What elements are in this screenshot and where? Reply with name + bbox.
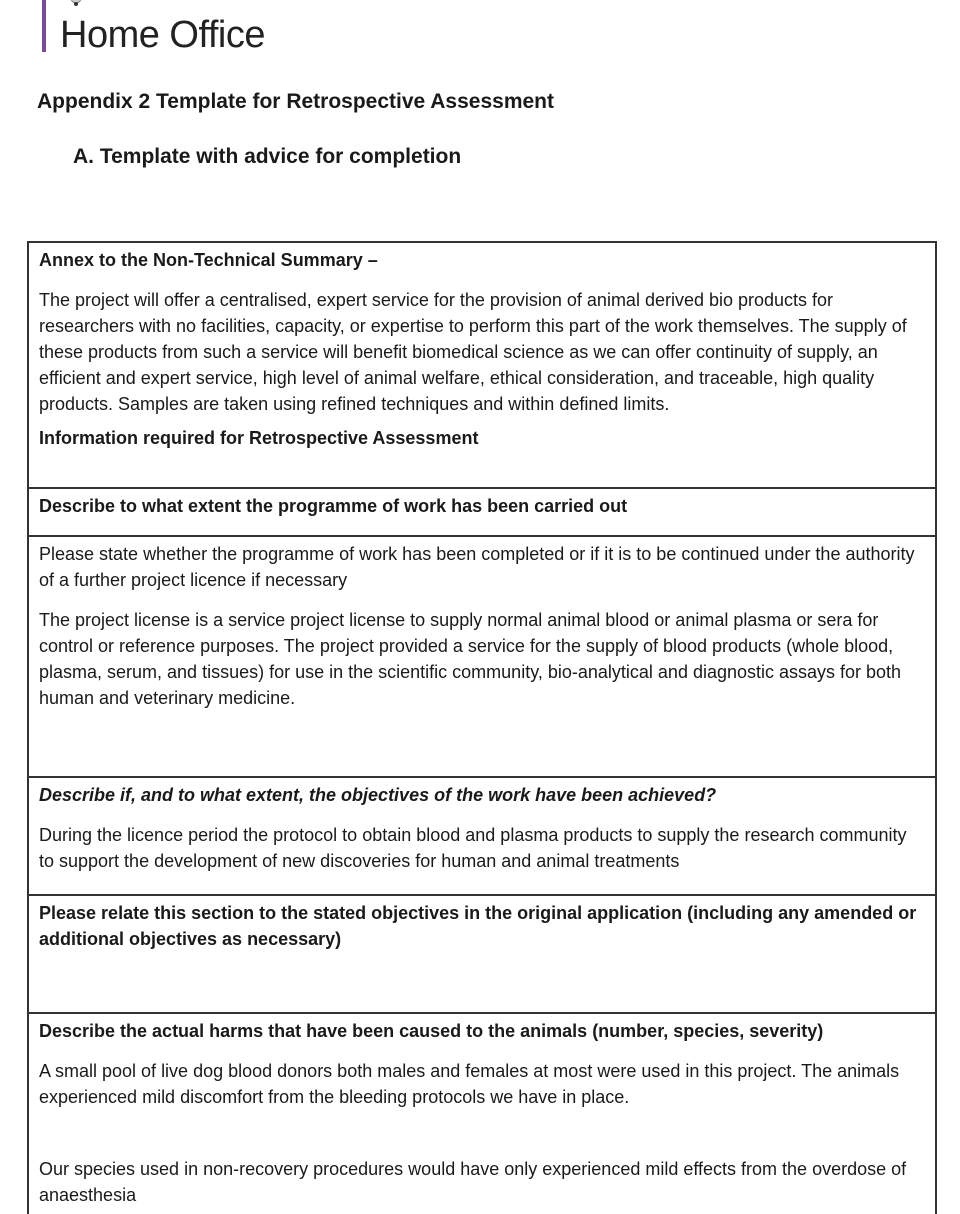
status-answer: The project license is a service project license to supply normal animal blood or animal plasma or sera for control or reference purposes. The project provided a service for the supply of blood products (whole blood, plasma, serum, and tissues) for use in the scientific community, bio-analytical and diagnostic assays for both human and veterinary medicine.	[39, 610, 902, 708]
assessment-table	[27, 241, 937, 1214]
royal-crest-icon	[68, 0, 84, 6]
status-cell	[29, 537, 935, 778]
objectives-heading: Describe if, and to what extent, the objectives of the work have been achieved?	[39, 785, 717, 805]
relate-heading: Please relate this section to the stated objectives in the original application (including any amended or additional objectives as necessary)	[39, 903, 917, 949]
logo-accent-bar	[42, 0, 46, 52]
org-name: Home Office	[60, 14, 265, 56]
annex-cell	[29, 243, 935, 489]
section-subtitle: A. Template with advice for completion	[73, 145, 462, 168]
relate-cell	[29, 896, 935, 1014]
annex-heading: Annex to the Non-Technical Summary –	[39, 250, 378, 270]
extent-heading: Describe to what extent the programme of work has been carried out	[39, 496, 628, 516]
harms-cell	[29, 1014, 935, 1214]
info-heading: Information required for Retrospective Assessment	[39, 428, 479, 448]
extent-cell	[29, 489, 935, 537]
harms-answer-1: A small pool of live dog blood donors both males and females at most were used in this project. The animals experienced mild discomfort from the bleeding protocols we have in place.	[39, 1061, 900, 1107]
page-title: Appendix 2 Template for Retrospective Assessment	[37, 90, 554, 113]
status-prompt: Please state whether the programme of work has been completed or if it is to be continued under the authority of a further project licence if necessary	[39, 544, 915, 590]
objectives-answer: During the licence period the protocol to obtain blood and plasma products to supply the research community to support the development of new discoveries for human and animal treatments	[39, 825, 907, 871]
objectives-cell	[29, 778, 935, 896]
harms-answer-2: Our species used in non-recovery procedures would have only experienced mild effects from the overdose of anaesthesia	[39, 1159, 907, 1205]
harms-heading: Describe the actual harms that have been caused to the animals (number, species, severity)	[39, 1021, 824, 1041]
annex-body: The project will offer a centralised, expert service for the provision of animal derived bio products for researchers with no facilities, capacity, or expertise to perform this part of the work themselves. The supply of these products from such a service will benefit biomedical science as we can offer continuity of supply, an efficient and expert service, high level of animal welfare, ethical consideration, and traceable, high quality products. Samples are taken using refined techniques and within defined limits.	[39, 290, 907, 414]
